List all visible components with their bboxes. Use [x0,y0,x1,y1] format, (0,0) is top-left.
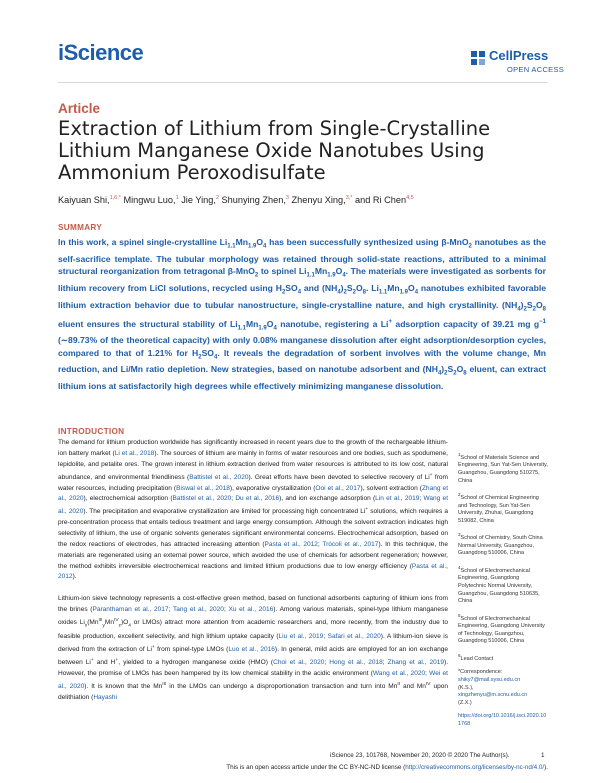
citation-link[interactable]: Trócoli et al., 2017 [322,540,379,548]
affiliation-item [458,451,548,485]
email-link[interactable]: shiky7@mail.sysu.edu.cn [458,677,521,684]
citation-link[interactable]: Wei et al., 2020 [58,669,448,690]
page-number: 1 [541,752,545,759]
affiliation-item [458,531,548,558]
citation-link[interactable]: Xu et al., 2016 [228,605,274,613]
affiliation-sup: 5 [458,612,461,618]
author-affiliation-sup: 1 [175,195,179,201]
affiliation-sup: 6 [458,653,461,659]
cellpress-logo-icon [470,50,486,66]
license-line [58,764,548,771]
author-name[interactable]: Shunying Zhen, [219,195,286,206]
author-name[interactable]: and Ri Chen [352,195,407,206]
author-affiliation-sup: 4,5 [406,195,414,201]
citation-link[interactable]: Tang et al., 2020 [172,605,224,613]
citation-link[interactable]: Lin et al., 2019 [375,495,420,503]
email-link[interactable]: xingzhenyu@m.scnu.edu.cn [458,692,528,699]
header-divider [58,82,548,83]
citation-link[interactable]: Pasta et al., 2012 [264,540,318,548]
citation-link[interactable]: Li et al., 2018 [114,449,155,457]
affiliation-sup: 1 [458,452,461,457]
author-affiliation-sup: 3 [285,195,289,201]
journal-name: iScience [58,40,144,65]
license-link[interactable]: http://creativecommons.org/licenses/by-nc-nd/4.0/ [405,764,545,771]
affiliation-item [458,564,548,606]
intro-paragraph-2: Lithium-ion sieve technology represents a cost-effective green method, based on functional adsorbents capturing of lithium ions from the brines (Paranthaman et al., 2017; Tang et al., 2020; Xu et al., 2016). Among various materials, spinel-type lithium manganese oxides $Li_x(Mn^{III}_yMn^{IV}_z)O_4$ or LMOs) attract more attention from academic researchers and, more recently, from the industry due to feasible production, excellent selectivity, and high lithium uptake capacity (Liu et al., 2019; Safari et al., 2020). A lithium-ion sieve is derived from the extraction of Li+ from spinel-type LMOs (Luo et al., 2016). In general, mild acids are employed for an ion exchange between Li+ and H+, yielded to a hydrogen manganese oxide (HMO) (Choi et al., 2020; Hong et al., 2018; Zhang et al., 2019). However, the promise of LMOs has been hampered by its low chemical stability in the acidic environment (Wang et al., 2020; Wei et al., 2020). It is known that the $Mn^{III}$ in the LMOs can undergo a disproportionation transaction and turn into $Mn^{II}$ and $Mn^{IV}$ upon delithiation (Hayashi [58,595,449,701]
affiliation-text: School of Chemical Engineering and Technology, Sun Yat-Sen University, Zhuhai, Guangdong 519082, China [458,495,539,524]
citation-link[interactable]: Zhang et al., 2019 [387,659,445,667]
affiliation-item [458,612,548,646]
citation-link[interactable]: Battistel et al., 2020 [172,495,232,503]
license-prefix: This is an open access article under the CC BY-NC-ND license ( [226,764,406,771]
author-affiliation-sup: 2 [215,195,219,201]
affiliation-item [458,491,548,525]
citation-link[interactable]: Du et al., 2016 [235,495,280,503]
citation-link[interactable]: Zhang et al., 2020 [58,484,449,503]
author-affiliation-sup: 1,6,* [109,195,121,201]
doi-link[interactable]: https://doi.org/10.1016/j.isci.2020.101768 [458,713,547,727]
citation-link[interactable]: Ooi et al., 2017 [315,484,361,492]
citation-link[interactable]: Paranthaman et al., 2017 [92,605,169,613]
author-list [58,195,414,205]
affiliation-text: Lead Contact [460,655,494,662]
citation-link[interactable]: Battistel et al., 2020 [189,473,249,481]
affiliation-text: School of Chemistry, South China Normal University, Guangzhou, Guangdong 510006, China [458,535,543,557]
summary-text: In this work, a spinel single-crystalline $Li_{1.1}Mn_{1.9}O_4$ has been successfully synthesized using β-MnO$_2$ nanotubes as the self-sacrifice template. The tubular morphology was retained through solid-state reactions, attributed to a minimal structural reorganization from tetragonal β-MnO$_2$ to spinel $Li_{1.1}Mn_{1.9}O_4$. The materials were investigated as sorbents for lithium recovery from LiCl solutions, recycled using $H_2SO_4$ and $(NH_4)_2S_2O_8$. $Li_{1.1}Mn_{1.9}O_4$ nanotubes exhibited favorable lithium extraction behavior due to tubular nanostructure, single-crystalline nature, and high crystallinity. $(NH_4)_2S_2O_8$ eluent ensures the structural stability of $Li_{1.1}Mn_{1.9}O_4$ nanotube, registering a Li+ adsorption capacity of 39.21 mg $g^{-1}$ (∼89.73% of the theoretical capacity) with only 0.08% manganese dissolution after eight adsorption/desorption cycles, compared to that of 1.21% for $H_2SO_4$. It reveals the degradation of sorbent involves with the volume change, Mn reduction, and Li/Mn ratio depletion. New strategies, based on nanotube adsorbent and $(NH_4)_2S_2O_8$ eluent, can extract lithium ions at satisfactorily high degrees while effectively minimizing manganese dissolution. [58,237,547,392]
affiliation-text: School of Electromechanical Engineering, Guangdong Polytechnic Normal University, Guangzhou, Guangdong 510635, China [458,567,540,605]
publisher-name: CellPress [489,48,549,63]
affiliation-text: School of Electromechanical Engineering, Guangdong University of Technology, Guangzhou, Guangdong 510006, China [458,615,545,645]
license-suffix: ). [544,764,548,771]
summary-heading: SUMMARY [58,223,103,232]
affiliations-sidebar [458,451,548,729]
author-name[interactable]: Jie Ying, [178,195,216,206]
citation-link[interactable]: Liu et al., 2019 [278,633,324,641]
intro-paragraph-1: The demand for lithium production worldwide has significantly increased in recent years due to the growth of the rechargeable lithium-ion battery market (Li et al., 2018). The sources of lithium are mainly in forms of water resources and ore bodies, such as spodumene, lepidolite, and petalite ores. The grown interest in lithium extraction derived from water resources is attributed to its low cost, natural abundance, and environmental friendliness (Battistel et al., 2020). Great efforts have been devoted to selective recovery of Li+ from water resources, including precipitation (Biswal et al., 2018), evaporative crystallization (Ooi et al., 2017), solvent extraction (Zhang et al., 2020), electrochemical adsorption (Battistel et al., 2020; Du et al., 2016), and ion exchange adsorption (Lin et al., 2019; Wang et al., 2020). The precipitation and evaporative crystallization are limited for processing high concentrated Li+ solutions, which requires a pre-concentration process that entails tedious treatment and large energy consumption. Although the solvent extraction indicates high selectivity of lithium, the use of organic solvents generates significant environmental concerns. Electrochemical adsorption, based on the redox reactions of electrodes, has attracted increasing attention (Pasta et al., 2012; Trócoli et al., 2017). In this technique, the materials are regenerated using an external power source, which avoided the use of chemicals for adsorbent regeneration; however, the method exhibits irreversible electrochemical reactions and limited lithium productions due to low energy efficiency (Pasta et al., 2012). [58,439,449,581]
citation-link[interactable]: Luo et al., 2016 [228,646,275,654]
affiliation-sup: 3 [458,532,461,538]
citation-link[interactable]: Wang et al., 2020 [372,669,426,677]
lead-contact [458,652,548,663]
affiliation-sup: 2 [458,492,461,498]
citation-link[interactable]: Biswal et al., 2018 [176,484,230,492]
affiliation-sup: 4 [458,565,461,571]
citation-link[interactable]: Pasta et al., 2012 [58,562,448,581]
introduction-heading: INTRODUCTION [58,427,125,436]
email-owner: (K.S.), [458,684,474,691]
citation-link[interactable]: Hayashi [93,693,117,701]
citation-link[interactable]: Wang et al., 2020 [58,495,449,516]
citation-link[interactable]: Safari et al., 2020 [327,633,381,641]
email-owner: (Z.X.) [458,699,472,706]
author-name[interactable]: Zhenyu Xing, [288,195,346,206]
author-affiliation-sup: 3,* [345,195,353,201]
author-name[interactable]: Kaiyuan Shi, [58,195,110,206]
citation-link[interactable]: Hong et al., 2018 [329,659,383,667]
open-access-label: OPEN ACCESS [507,65,565,74]
introduction-body [58,438,448,714]
article-type-label: Article [58,101,101,116]
author-name[interactable]: Mingwu Luo, [120,195,176,206]
correspondence-label: *Correspondence: [458,669,503,676]
citation-link[interactable]: Choi et al., 2020 [273,659,325,667]
article-title: Extraction of Lithium from Single-Crystalline Lithium Manganese Oxide Nanotubes Using Ammonium Peroxodisulfate [58,117,491,184]
affiliation-text: School of Materials Science and Engineering, Sun Yat-Sen University, Guangzhou, Guangdong 510275, China [458,454,548,484]
footer-citation: iScience 23, 101768, November 20, 2020 © 2020 The Author(s). [330,752,510,759]
